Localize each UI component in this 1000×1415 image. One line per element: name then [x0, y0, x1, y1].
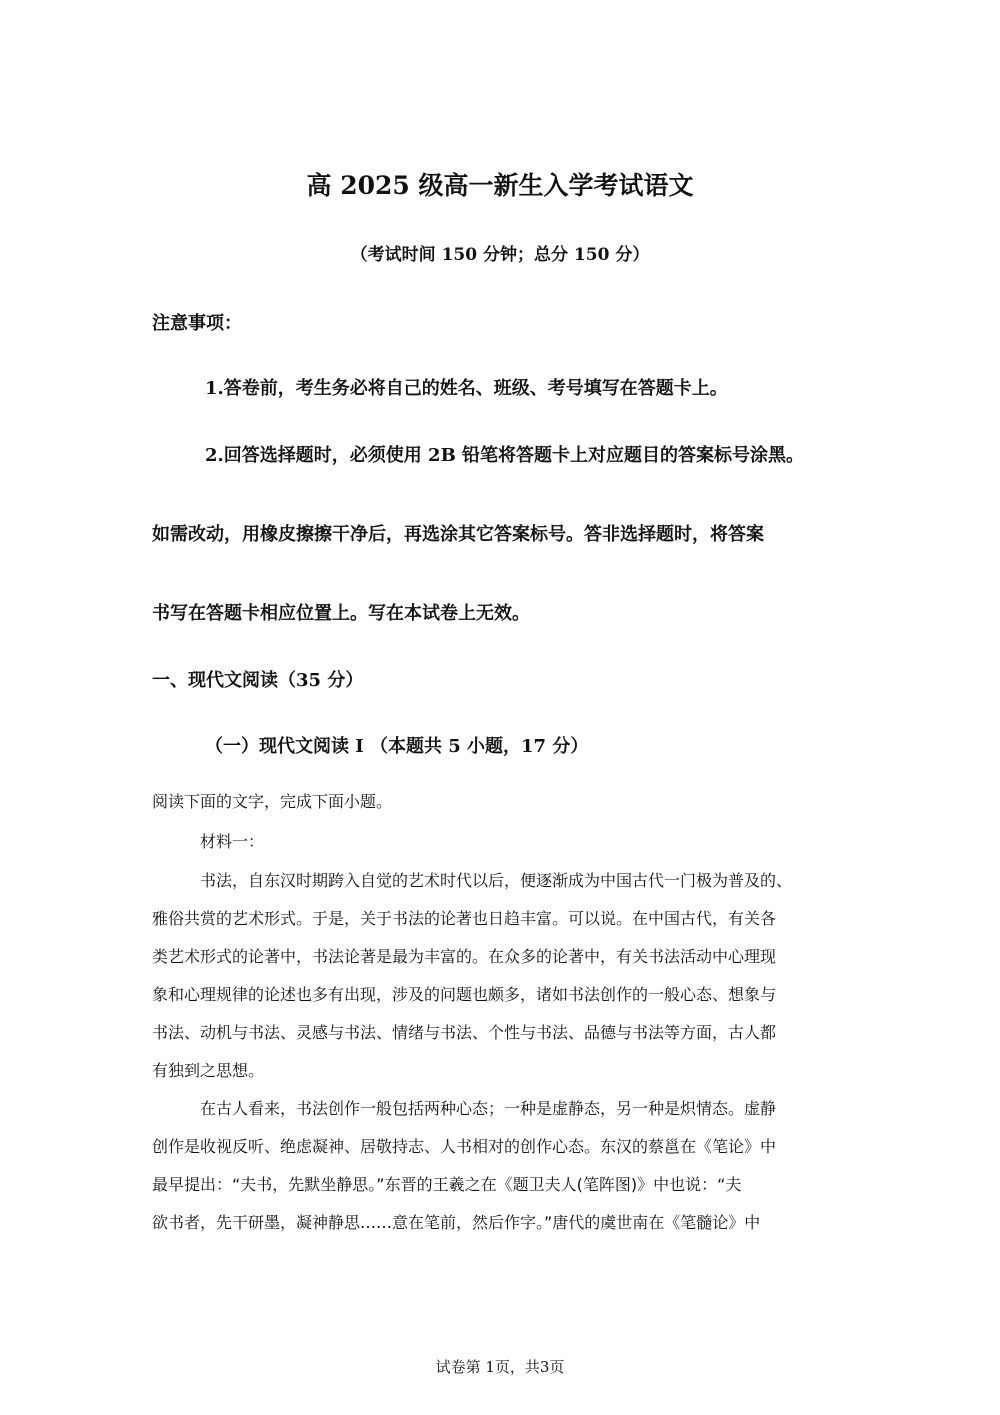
note-item-2-continued: 如需改动，用橡皮擦擦干净后，再选涂其它答案标号。答非选择题时，将答案	[152, 524, 764, 545]
passage-line: 有独到之思想。	[152, 1061, 265, 1080]
passage-line: 创作是收视反听、绝虑凝神、居敬持志、人书相对的创作心态。东汉的蔡邕在《笔论》中	[152, 1137, 777, 1156]
exam-subtitle: （考试时间 150 分钟；总分 150 分）	[350, 245, 650, 265]
note-item-2-continued: 书写在答题卡相应位置上。写在本试卷上无效。	[152, 603, 530, 624]
passage-line: 在古人看来，书法创作一般包括两种心态；一种是虚静态，另一种是炽情态。虚静	[200, 1099, 777, 1118]
material-label: 材料一：	[200, 832, 265, 851]
reading-instruction: 阅读下面的文字，完成下面小题。	[152, 792, 393, 811]
passage-line: 雅俗共赏的艺术形式。于是，关于书法的论著也日趋丰富。可以说。在中国古代，有关各	[152, 909, 777, 928]
note-item-1: 1.答卷前，考生务必将自己的姓名、班级、考号填写在答题卡上。	[205, 378, 728, 399]
passage-line: 书法、动机与书法、灵感与书法、情绪与书法、个性与书法、品德与书法等方面，古人都	[152, 1023, 777, 1042]
notes-heading: 注意事项：	[152, 313, 242, 334]
subsection-heading: （一）现代文阅读 I （本题共 5 小题，17 分）	[205, 736, 589, 757]
exam-title: 高 2025 级高一新生入学考试语文	[306, 171, 694, 200]
passage-line: 欲书者，先干研墨，凝神静思……意在笔前，然后作字。”唐代的虞世南在《笔髓论》中	[152, 1213, 761, 1232]
section-heading: 一、现代文阅读（35 分）	[152, 670, 364, 691]
note-item-2: 2.回答选择题时，必须使用 2B 铅笔将答题卡上对应题目的答案标号涂黑。	[205, 445, 805, 466]
passage-line: 最早提出：“夫书，先默坐静思。”东晋的王羲之在《题卫夫人(笔阵图)》中也说：“夫	[152, 1175, 742, 1194]
passage-line: 书法，自东汉时期跨入自觉的艺术时代以后，便逐渐成为中国古代一门极为普及的、	[200, 871, 793, 890]
passage-line: 类艺术形式的论著中，书法论著是最为丰富的。在众多的论著中，有关书法活动中心理现	[152, 947, 777, 966]
passage-line: 象和心理规律的论述也多有出现，涉及的问题也颇多，诸如书法创作的一般心态、想象与	[152, 985, 777, 1004]
page-footer: 试卷第 1页，共3页	[435, 1358, 565, 1376]
